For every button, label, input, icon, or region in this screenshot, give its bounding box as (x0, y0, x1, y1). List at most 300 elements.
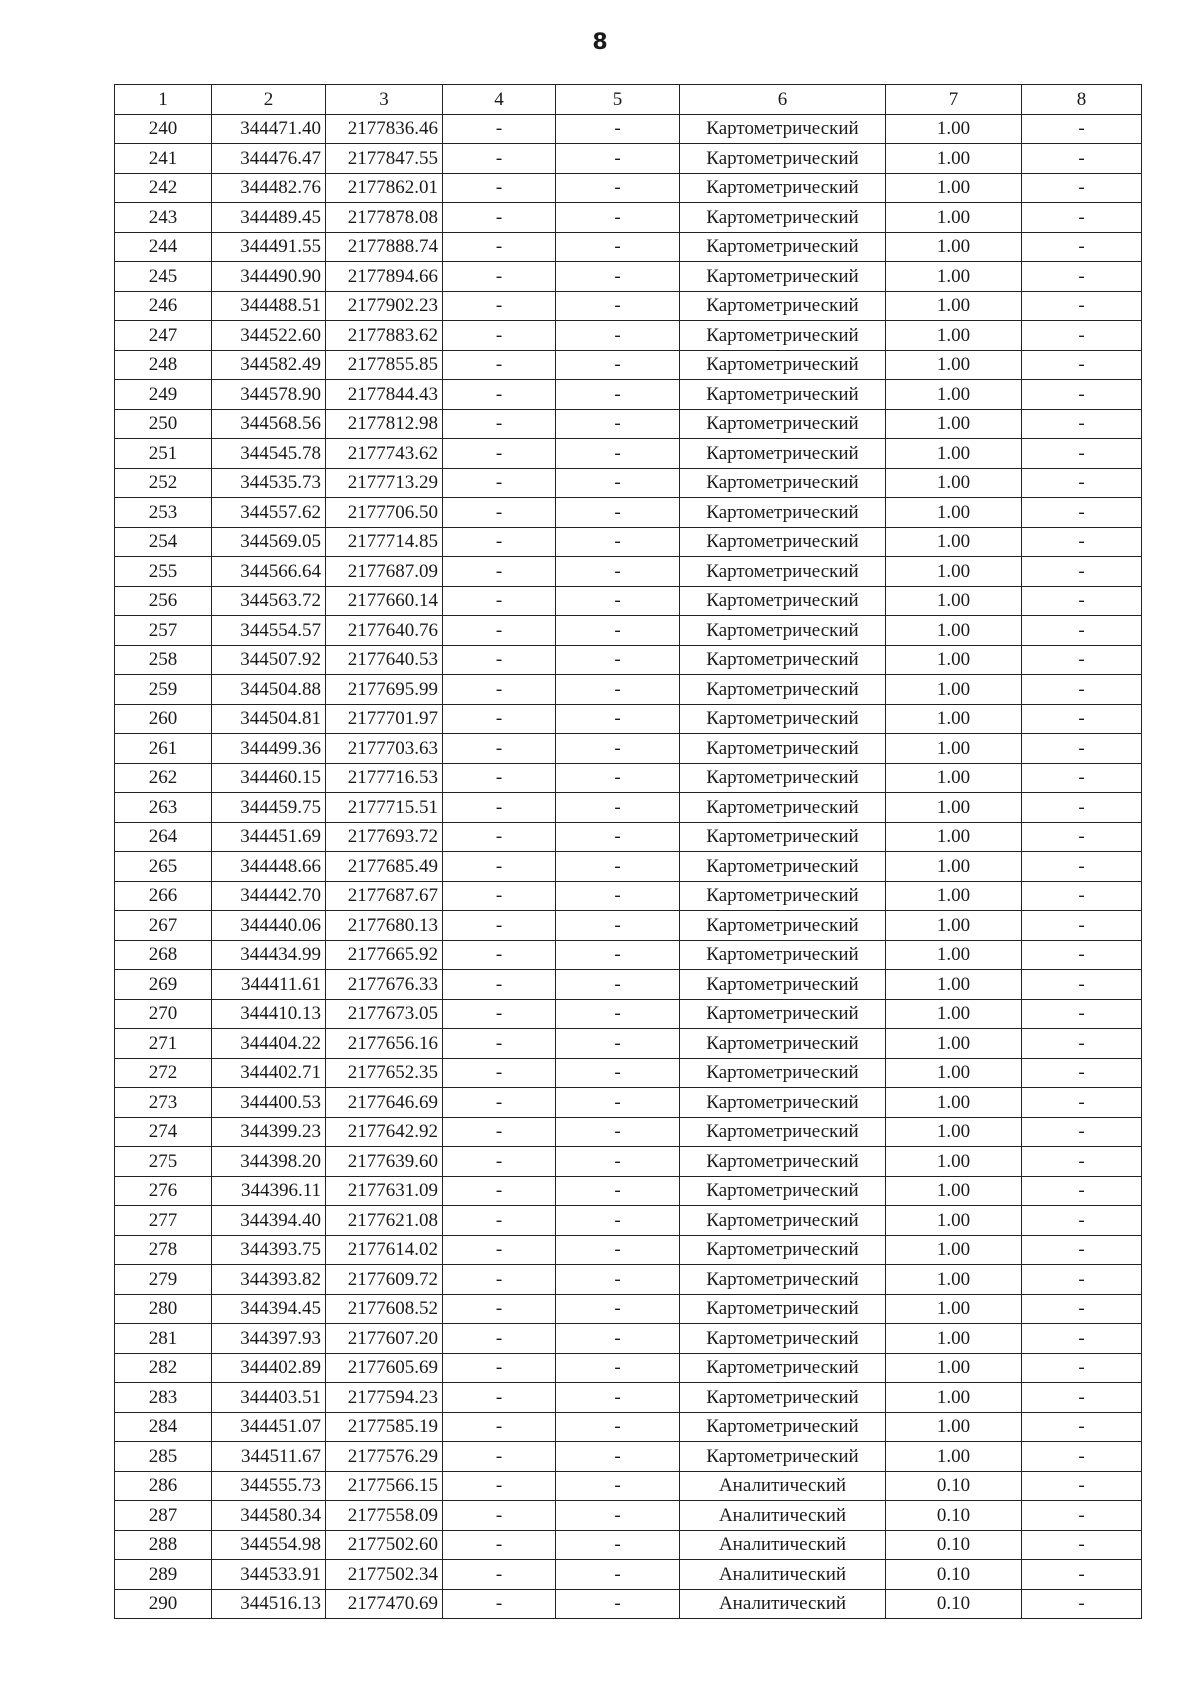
table-cell-col-1: 280 (115, 1294, 212, 1324)
table-cell-col-5: - (556, 1058, 680, 1088)
table-row (115, 940, 1142, 970)
table-cell-col-4: - (443, 1324, 556, 1354)
table-cell-col-5: - (556, 911, 680, 941)
table-cell-col-7: 1.00 (886, 1353, 1022, 1383)
table-cell-col-2: 344569.05 (212, 527, 326, 557)
table-cell-col-2: 344499.36 (212, 734, 326, 764)
table-cell-col-6: Картометрический (680, 1058, 886, 1088)
table-cell-col-4: - (443, 704, 556, 734)
table-cell-col-7: 1.00 (886, 439, 1022, 469)
table-cell-col-6: Картометрический (680, 881, 886, 911)
table-row (115, 645, 1142, 675)
table-cell-col-1: 267 (115, 911, 212, 941)
table-cell-col-6: Картометрический (680, 1117, 886, 1147)
table-cell-col-8: - (1022, 822, 1142, 852)
table-cell-col-2: 344459.75 (212, 793, 326, 823)
table-cell-col-3: 2177631.09 (326, 1176, 443, 1206)
table-cell-col-8: - (1022, 704, 1142, 734)
table-row (115, 321, 1142, 351)
table-cell-col-5: - (556, 999, 680, 1029)
table-cell-col-7: 1.00 (886, 1294, 1022, 1324)
table-cell-col-2: 344471.40 (212, 114, 326, 144)
table-cell-col-2: 344533.91 (212, 1560, 326, 1590)
table-cell-col-3: 2177676.33 (326, 970, 443, 1000)
table-row (115, 1412, 1142, 1442)
table-cell-col-2: 344504.88 (212, 675, 326, 705)
table-cell-col-8: - (1022, 1029, 1142, 1059)
table-cell-col-1: 257 (115, 616, 212, 646)
table-row (115, 822, 1142, 852)
table-cell-col-4: - (443, 1235, 556, 1265)
table-cell-col-2: 344398.20 (212, 1147, 326, 1177)
table-cell-col-2: 344507.92 (212, 645, 326, 675)
table-cell-col-4: - (443, 793, 556, 823)
table-cell-col-2: 344490.90 (212, 262, 326, 292)
table-cell-col-4: - (443, 675, 556, 705)
table-cell-col-8: - (1022, 1176, 1142, 1206)
table-cell-col-8: - (1022, 999, 1142, 1029)
table-cell-col-7: 1.00 (886, 1324, 1022, 1354)
table-cell-col-4: - (443, 1147, 556, 1177)
table-cell-col-8: - (1022, 409, 1142, 439)
table-cell-col-1: 253 (115, 498, 212, 528)
table-cell-col-4: - (443, 1501, 556, 1531)
table-cell-col-1: 279 (115, 1265, 212, 1295)
table-cell-col-3: 2177656.16 (326, 1029, 443, 1059)
table-cell-col-1: 249 (115, 380, 212, 410)
table-cell-col-6: Картометрический (680, 1176, 886, 1206)
table-row (115, 203, 1142, 233)
table-cell-col-4: - (443, 409, 556, 439)
table-cell-col-8: - (1022, 203, 1142, 233)
table-cell-col-6: Картометрический (680, 822, 886, 852)
table-row (115, 232, 1142, 262)
table-cell-col-5: - (556, 645, 680, 675)
table-row (115, 911, 1142, 941)
table-cell-col-5: - (556, 1265, 680, 1295)
table-cell-col-8: - (1022, 911, 1142, 941)
table-row (115, 1117, 1142, 1147)
table-row (115, 1383, 1142, 1413)
table-cell-col-2: 344557.62 (212, 498, 326, 528)
table-row (115, 1147, 1142, 1177)
table-cell-col-4: - (443, 1530, 556, 1560)
table-cell-col-7: 1.00 (886, 1442, 1022, 1472)
table-cell-col-4: - (443, 350, 556, 380)
table-cell-col-8: - (1022, 1530, 1142, 1560)
table-cell-col-2: 344394.40 (212, 1206, 326, 1236)
table-cell-col-5: - (556, 616, 680, 646)
table-cell-col-8: - (1022, 144, 1142, 174)
table-row (115, 675, 1142, 705)
table-row (115, 704, 1142, 734)
table-cell-col-1: 266 (115, 881, 212, 911)
table-cell-col-8: - (1022, 1471, 1142, 1501)
table-cell-col-3: 2177576.29 (326, 1442, 443, 1472)
table-cell-col-2: 344402.71 (212, 1058, 326, 1088)
table-body (115, 114, 1142, 1619)
table-cell-col-1: 258 (115, 645, 212, 675)
table-row (115, 1589, 1142, 1619)
table-cell-col-3: 2177894.66 (326, 262, 443, 292)
table-cell-col-6: Картометрический (680, 1206, 886, 1236)
table-cell-col-7: 1.00 (886, 321, 1022, 351)
table-cell-col-5: - (556, 881, 680, 911)
table-cell-col-2: 344400.53 (212, 1088, 326, 1118)
table-cell-col-6: Картометрический (680, 1147, 886, 1177)
table-cell-col-4: - (443, 380, 556, 410)
table-cell-col-6: Картометрический (680, 852, 886, 882)
table-cell-col-6: Картометрический (680, 940, 886, 970)
table-cell-col-7: 0.10 (886, 1530, 1022, 1560)
table-cell-col-7: 0.10 (886, 1560, 1022, 1590)
table-cell-col-6: Картометрический (680, 114, 886, 144)
table-cell-col-1: 283 (115, 1383, 212, 1413)
table-cell-col-1: 273 (115, 1088, 212, 1118)
table-cell-col-2: 344535.73 (212, 468, 326, 498)
table-cell-col-7: 1.00 (886, 350, 1022, 380)
table-cell-col-8: - (1022, 1383, 1142, 1413)
table-row (115, 557, 1142, 587)
table-cell-col-7: 1.00 (886, 1088, 1022, 1118)
table-row (115, 1176, 1142, 1206)
table-cell-col-7: 1.00 (886, 1147, 1022, 1177)
table-cell-col-3: 2177844.43 (326, 380, 443, 410)
table-cell-col-8: - (1022, 1147, 1142, 1177)
table-cell-col-4: - (443, 498, 556, 528)
table-cell-col-5: - (556, 498, 680, 528)
table-row (115, 468, 1142, 498)
table-cell-col-3: 2177713.29 (326, 468, 443, 498)
table-cell-col-8: - (1022, 1117, 1142, 1147)
table-cell-col-5: - (556, 970, 680, 1000)
table-row (115, 1471, 1142, 1501)
table-cell-col-6: Картометрический (680, 704, 886, 734)
table-cell-col-1: 264 (115, 822, 212, 852)
table-cell-col-5: - (556, 527, 680, 557)
table-row (115, 114, 1142, 144)
header-row (115, 85, 1142, 115)
table-cell-col-6: Картометрический (680, 1383, 886, 1413)
table-cell-col-1: 263 (115, 793, 212, 823)
table-cell-col-5: - (556, 1471, 680, 1501)
table-cell-col-3: 2177743.62 (326, 439, 443, 469)
table-cell-col-1: 265 (115, 852, 212, 882)
table-cell-col-8: - (1022, 468, 1142, 498)
table-cell-col-6: Картометрический (680, 291, 886, 321)
table-cell-col-1: 282 (115, 1353, 212, 1383)
table-cell-col-5: - (556, 675, 680, 705)
table-cell-col-8: - (1022, 616, 1142, 646)
table-row (115, 409, 1142, 439)
table-cell-col-4: - (443, 1088, 556, 1118)
table-cell-col-8: - (1022, 586, 1142, 616)
table-cell-col-1: 277 (115, 1206, 212, 1236)
table-cell-col-4: - (443, 1206, 556, 1236)
table-cell-col-6: Картометрический (680, 1353, 886, 1383)
table-cell-col-2: 344410.13 (212, 999, 326, 1029)
table-cell-col-6: Картометрический (680, 173, 886, 203)
table-cell-col-6: Картометрический (680, 498, 886, 528)
table-cell-col-4: - (443, 321, 556, 351)
table-cell-col-6: Картометрический (680, 203, 886, 233)
table-cell-col-3: 2177714.85 (326, 527, 443, 557)
table-cell-col-3: 2177703.63 (326, 734, 443, 764)
table-cell-col-3: 2177558.09 (326, 1501, 443, 1531)
table-cell-col-7: 1.00 (886, 1117, 1022, 1147)
table-cell-col-8: - (1022, 1589, 1142, 1619)
table-cell-col-2: 344393.82 (212, 1265, 326, 1295)
table-row (115, 734, 1142, 764)
table-cell-col-3: 2177695.99 (326, 675, 443, 705)
table-row (115, 1442, 1142, 1472)
table-cell-col-4: - (443, 1265, 556, 1295)
table-cell-col-5: - (556, 173, 680, 203)
table-cell-col-8: - (1022, 1058, 1142, 1088)
table-cell-col-4: - (443, 1117, 556, 1147)
table-cell-col-4: - (443, 940, 556, 970)
table-cell-col-2: 344451.69 (212, 822, 326, 852)
table-cell-col-3: 2177680.13 (326, 911, 443, 941)
table-row (115, 527, 1142, 557)
table-row (115, 616, 1142, 646)
table-cell-col-7: 1.00 (886, 586, 1022, 616)
table-cell-col-8: - (1022, 114, 1142, 144)
table-cell-col-6: Картометрический (680, 380, 886, 410)
table-cell-col-4: - (443, 1383, 556, 1413)
table-cell-col-1: 276 (115, 1176, 212, 1206)
table-cell-col-3: 2177687.09 (326, 557, 443, 587)
table-cell-col-1: 241 (115, 144, 212, 174)
table-row (115, 380, 1142, 410)
table-cell-col-1: 245 (115, 262, 212, 292)
table-row (115, 999, 1142, 1029)
table-cell-col-4: - (443, 1176, 556, 1206)
table-cell-col-6: Картометрический (680, 557, 886, 587)
table-cell-col-2: 344582.49 (212, 350, 326, 380)
table-cell-col-5: - (556, 1353, 680, 1383)
table-cell-col-7: 1.00 (886, 1412, 1022, 1442)
table-cell-col-1: 251 (115, 439, 212, 469)
table-cell-col-5: - (556, 1294, 680, 1324)
column-header-3: 3 (326, 85, 443, 115)
table-cell-col-6: Картометрический (680, 350, 886, 380)
table-cell-col-2: 344504.81 (212, 704, 326, 734)
table-cell-col-4: - (443, 616, 556, 646)
table-cell-col-4: - (443, 852, 556, 882)
table-row (115, 1501, 1142, 1531)
table-cell-col-2: 344397.93 (212, 1324, 326, 1354)
table-row (115, 1235, 1142, 1265)
table-row (115, 291, 1142, 321)
table-cell-col-3: 2177502.34 (326, 1560, 443, 1590)
table-cell-col-3: 2177646.69 (326, 1088, 443, 1118)
table-cell-col-5: - (556, 1412, 680, 1442)
table-cell-col-5: - (556, 114, 680, 144)
column-header-5: 5 (556, 85, 680, 115)
table-cell-col-7: 1.00 (886, 232, 1022, 262)
table-cell-col-6: Картометрический (680, 763, 886, 793)
table-row (115, 262, 1142, 292)
table-cell-col-8: - (1022, 675, 1142, 705)
table-cell-col-6: Картометрический (680, 1029, 886, 1059)
column-header-4: 4 (443, 85, 556, 115)
table-cell-col-1: 284 (115, 1412, 212, 1442)
table-cell-col-8: - (1022, 763, 1142, 793)
table-cell-col-3: 2177614.02 (326, 1235, 443, 1265)
table-cell-col-2: 344491.55 (212, 232, 326, 262)
table-cell-col-4: - (443, 1058, 556, 1088)
table-cell-col-6: Картометрический (680, 734, 886, 764)
table-cell-col-2: 344482.76 (212, 173, 326, 203)
table-cell-col-7: 1.00 (886, 468, 1022, 498)
table-cell-col-4: - (443, 557, 556, 587)
table-cell-col-3: 2177585.19 (326, 1412, 443, 1442)
table-cell-col-7: 1.00 (886, 1029, 1022, 1059)
table-cell-col-5: - (556, 704, 680, 734)
table-cell-col-1: 270 (115, 999, 212, 1029)
table-cell-col-7: 1.00 (886, 793, 1022, 823)
table-cell-col-2: 344554.57 (212, 616, 326, 646)
table-row (115, 498, 1142, 528)
table-row (115, 763, 1142, 793)
table-cell-col-2: 344511.67 (212, 1442, 326, 1472)
table-cell-col-1: 255 (115, 557, 212, 587)
table-cell-col-7: 1.00 (886, 645, 1022, 675)
table-cell-col-5: - (556, 1442, 680, 1472)
table-cell-col-6: Картометрический (680, 970, 886, 1000)
table-cell-col-7: 1.00 (886, 852, 1022, 882)
table-cell-col-7: 1.00 (886, 940, 1022, 970)
table-cell-col-3: 2177652.35 (326, 1058, 443, 1088)
table-cell-col-3: 2177642.92 (326, 1117, 443, 1147)
table-cell-col-4: - (443, 1294, 556, 1324)
table-cell-col-7: 1.00 (886, 999, 1022, 1029)
table-cell-col-5: - (556, 1501, 680, 1531)
table-cell-col-7: 1.00 (886, 498, 1022, 528)
table-cell-col-3: 2177902.23 (326, 291, 443, 321)
table-cell-col-5: - (556, 291, 680, 321)
table-cell-col-7: 1.00 (886, 527, 1022, 557)
table-cell-col-8: - (1022, 439, 1142, 469)
table-cell-col-7: 1.00 (886, 763, 1022, 793)
table-cell-col-3: 2177878.08 (326, 203, 443, 233)
table-cell-col-5: - (556, 1117, 680, 1147)
table-cell-col-6: Картометрический (680, 793, 886, 823)
table-cell-col-5: - (556, 940, 680, 970)
table-cell-col-3: 2177883.62 (326, 321, 443, 351)
table-cell-col-6: Аналитический (680, 1530, 886, 1560)
table-cell-col-5: - (556, 1235, 680, 1265)
table-cell-col-5: - (556, 321, 680, 351)
table-cell-col-1: 256 (115, 586, 212, 616)
table-cell-col-7: 1.00 (886, 144, 1022, 174)
table-cell-col-8: - (1022, 970, 1142, 1000)
table-cell-col-6: Аналитический (680, 1589, 886, 1619)
table-cell-col-8: - (1022, 1353, 1142, 1383)
table-cell-col-8: - (1022, 527, 1142, 557)
table-cell-col-2: 344396.11 (212, 1176, 326, 1206)
table-cell-col-7: 1.00 (886, 409, 1022, 439)
table-cell-col-2: 344451.07 (212, 1412, 326, 1442)
table-cell-col-6: Картометрический (680, 527, 886, 557)
table-cell-col-6: Картометрический (680, 144, 886, 174)
table-cell-col-3: 2177470.69 (326, 1589, 443, 1619)
table-cell-col-1: 278 (115, 1235, 212, 1265)
table-cell-col-5: - (556, 1147, 680, 1177)
table-cell-col-1: 248 (115, 350, 212, 380)
table-row (115, 793, 1142, 823)
table-cell-col-8: - (1022, 1412, 1142, 1442)
table-cell-col-2: 344545.78 (212, 439, 326, 469)
table-cell-col-6: Картометрический (680, 616, 886, 646)
table-cell-col-6: Картометрический (680, 321, 886, 351)
table-cell-col-3: 2177701.97 (326, 704, 443, 734)
table-row (115, 1530, 1142, 1560)
table-cell-col-2: 344440.06 (212, 911, 326, 941)
column-header-8: 8 (1022, 85, 1142, 115)
table-cell-col-5: - (556, 1589, 680, 1619)
table-cell-col-2: 344488.51 (212, 291, 326, 321)
table-cell-col-8: - (1022, 793, 1142, 823)
table-cell-col-3: 2177862.01 (326, 173, 443, 203)
table-cell-col-4: - (443, 232, 556, 262)
table-cell-col-2: 344568.56 (212, 409, 326, 439)
table-cell-col-5: - (556, 1206, 680, 1236)
table-cell-col-7: 1.00 (886, 1265, 1022, 1295)
table-cell-col-4: - (443, 1471, 556, 1501)
table-cell-col-4: - (443, 970, 556, 1000)
table-cell-col-1: 268 (115, 940, 212, 970)
table-cell-col-4: - (443, 999, 556, 1029)
table-cell-col-3: 2177673.05 (326, 999, 443, 1029)
table-cell-col-3: 2177836.46 (326, 114, 443, 144)
table-cell-col-3: 2177594.23 (326, 1383, 443, 1413)
table-cell-col-6: Картометрический (680, 999, 886, 1029)
table-cell-col-2: 344578.90 (212, 380, 326, 410)
table-cell-col-8: - (1022, 173, 1142, 203)
table-cell-col-3: 2177566.15 (326, 1471, 443, 1501)
table-cell-col-2: 344563.72 (212, 586, 326, 616)
table-cell-col-8: - (1022, 734, 1142, 764)
table-cell-col-7: 0.10 (886, 1501, 1022, 1531)
table-cell-col-8: - (1022, 940, 1142, 970)
table-cell-col-2: 344516.13 (212, 1589, 326, 1619)
table-cell-col-5: - (556, 380, 680, 410)
table-cell-col-4: - (443, 173, 556, 203)
table-cell-col-1: 287 (115, 1501, 212, 1531)
table-cell-col-2: 344448.66 (212, 852, 326, 882)
table-cell-col-4: - (443, 911, 556, 941)
table-cell-col-3: 2177685.49 (326, 852, 443, 882)
table-cell-col-1: 289 (115, 1560, 212, 1590)
table-cell-col-2: 344489.45 (212, 203, 326, 233)
table-cell-col-2: 344566.64 (212, 557, 326, 587)
table-cell-col-5: - (556, 409, 680, 439)
table-cell-col-7: 1.00 (886, 1206, 1022, 1236)
table-cell-col-7: 1.00 (886, 734, 1022, 764)
table-cell-col-7: 1.00 (886, 1383, 1022, 1413)
page-number: 8 (592, 30, 608, 55)
table-cell-col-7: 1.00 (886, 291, 1022, 321)
table-cell-col-3: 2177847.55 (326, 144, 443, 174)
table-cell-col-5: - (556, 1088, 680, 1118)
table-row (115, 350, 1142, 380)
table-cell-col-5: - (556, 557, 680, 587)
table-cell-col-7: 1.00 (886, 1176, 1022, 1206)
table-row (115, 852, 1142, 882)
table-cell-col-1: 252 (115, 468, 212, 498)
